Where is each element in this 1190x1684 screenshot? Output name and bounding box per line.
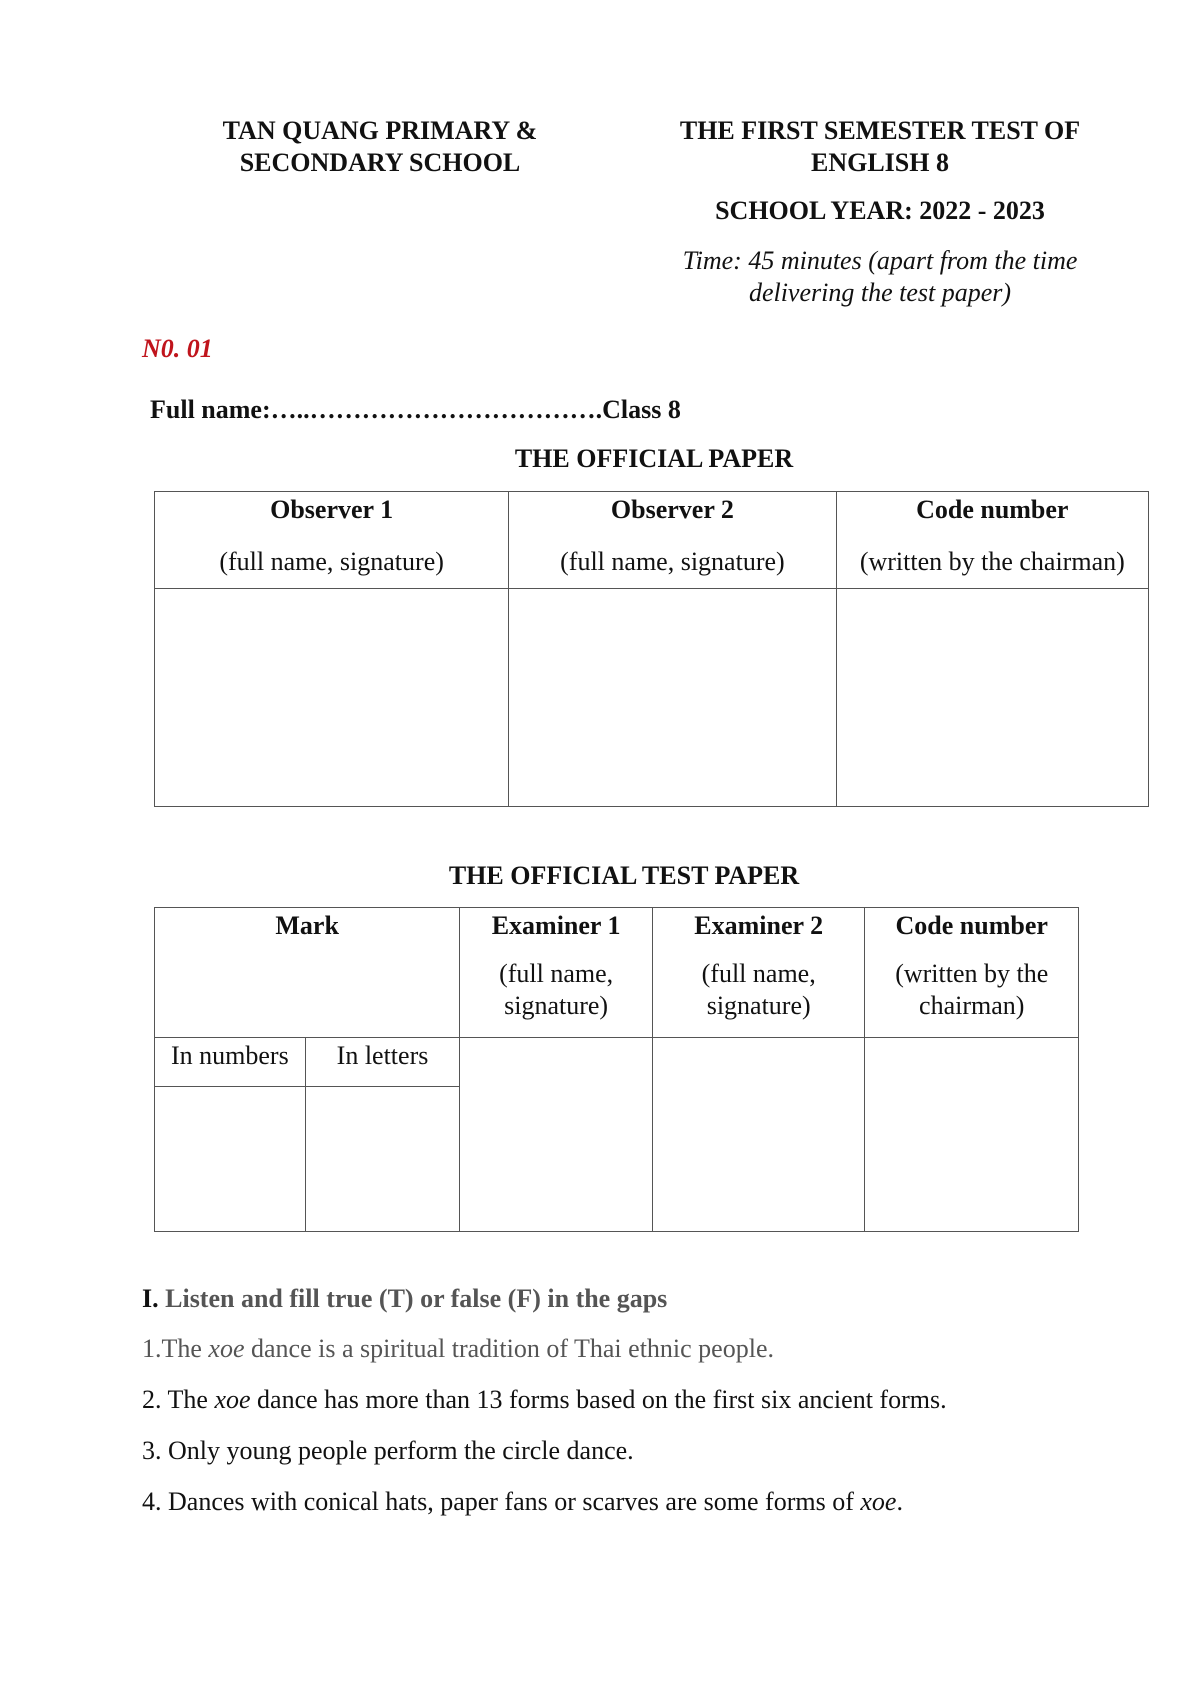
question-2-text-b: dance has more than 13 forms based on the first six ancient forms. xyxy=(250,1385,947,1414)
school-name xyxy=(160,115,600,179)
official-paper-table xyxy=(154,491,1149,807)
examiner1-title: Examiner 1 xyxy=(491,911,621,940)
observer1-header xyxy=(155,492,509,589)
observer1-signature-cell[interactable] xyxy=(155,589,509,807)
in-letters-header xyxy=(305,1038,460,1087)
question-2-term: xoe xyxy=(214,1385,251,1414)
question-4 xyxy=(142,1486,903,1518)
observer1-title: Observer 1 xyxy=(270,495,394,524)
section1-heading xyxy=(142,1283,667,1315)
observer2-signature-cell[interactable] xyxy=(509,589,836,807)
question-1-text-b: dance is a spiritual tradition of Thai ethnic people. xyxy=(244,1334,774,1363)
mark-header xyxy=(155,908,460,1038)
official-test-paper-title: THE OFFICIAL TEST PAPER xyxy=(448,861,800,890)
question-4-text-a: 4. Dances with conical hats, paper fans or scarves are some forms of xyxy=(142,1487,861,1516)
mark-in-numbers-cell[interactable] xyxy=(155,1087,306,1232)
code-number-sub: (written by the chairman) xyxy=(859,547,1125,576)
test-code-number-title: Code number xyxy=(895,911,1048,940)
observer2-sub: (full name, signature) xyxy=(560,547,785,576)
test-title-line1: THE FIRST SEMESTER TEST OF xyxy=(679,116,1081,145)
full-name-field[interactable]: Full name:…..…………………………….Class 8 xyxy=(150,395,681,424)
mark-title: Mark xyxy=(275,911,339,940)
test-title-line2: ENGLISH 8 xyxy=(811,148,949,177)
in-numbers-header xyxy=(155,1038,306,1087)
examiner1-sub1: (full name, xyxy=(499,959,614,988)
test-code-number-sub2: chairman) xyxy=(919,991,1025,1020)
test-code-number-header xyxy=(865,908,1079,1038)
question-2 xyxy=(142,1384,947,1416)
observer2-header xyxy=(509,492,836,589)
code-number-title: Code number xyxy=(916,495,1069,524)
school-name-line1: TAN QUANG PRIMARY & xyxy=(222,116,538,145)
test-title xyxy=(640,115,1120,179)
question-1-text-a: 1.The xyxy=(142,1334,209,1363)
question-3 xyxy=(142,1435,634,1467)
examiner1-header xyxy=(460,908,653,1038)
test-time-line1: Time: 45 minutes (apart from the time xyxy=(682,246,1078,275)
question-1 xyxy=(142,1333,774,1365)
question-4-text-b: . xyxy=(896,1487,903,1516)
test-time-line2: delivering the test paper) xyxy=(748,278,1012,307)
test-code-number-cell[interactable] xyxy=(865,1038,1079,1232)
examiner2-title: Examiner 2 xyxy=(694,911,824,940)
examiner1-sub2: signature) xyxy=(504,991,609,1020)
section1-title: Listen and fill true (T) or false (F) in the gaps xyxy=(165,1284,668,1313)
code-number-header xyxy=(836,492,1148,589)
section1-numeral: I. xyxy=(142,1284,159,1313)
official-test-paper-table xyxy=(154,907,1079,1232)
observer2-title: Observer 2 xyxy=(610,495,734,524)
examiner2-header xyxy=(652,908,865,1038)
in-letters-label: In letters xyxy=(336,1041,429,1070)
question-2-text-a: 2. The xyxy=(142,1385,215,1414)
observer1-sub: (full name, signature) xyxy=(219,547,444,576)
question-3-text: 3. Only young people perform the circle dance. xyxy=(142,1436,634,1465)
paper-number: N0. 01 xyxy=(142,334,213,363)
test-time xyxy=(640,245,1120,309)
code-number-cell[interactable] xyxy=(836,589,1148,807)
school-name-line2: SECONDARY SCHOOL xyxy=(239,148,521,177)
official-paper-title: THE OFFICIAL PAPER xyxy=(514,444,794,473)
school-year: SCHOOL YEAR: 2022 - 2023 xyxy=(715,196,1045,225)
question-1-term: xoe xyxy=(208,1334,245,1363)
examiner1-signature-cell[interactable] xyxy=(460,1038,653,1232)
mark-in-letters-cell[interactable] xyxy=(305,1087,460,1232)
question-4-term: xoe xyxy=(860,1487,897,1516)
examiner2-sub1: (full name, xyxy=(701,959,816,988)
examiner2-sub2: signature) xyxy=(706,991,811,1020)
test-code-number-sub1: (written by the xyxy=(895,959,1049,988)
examiner2-signature-cell[interactable] xyxy=(652,1038,865,1232)
in-numbers-label: In numbers xyxy=(171,1041,289,1070)
